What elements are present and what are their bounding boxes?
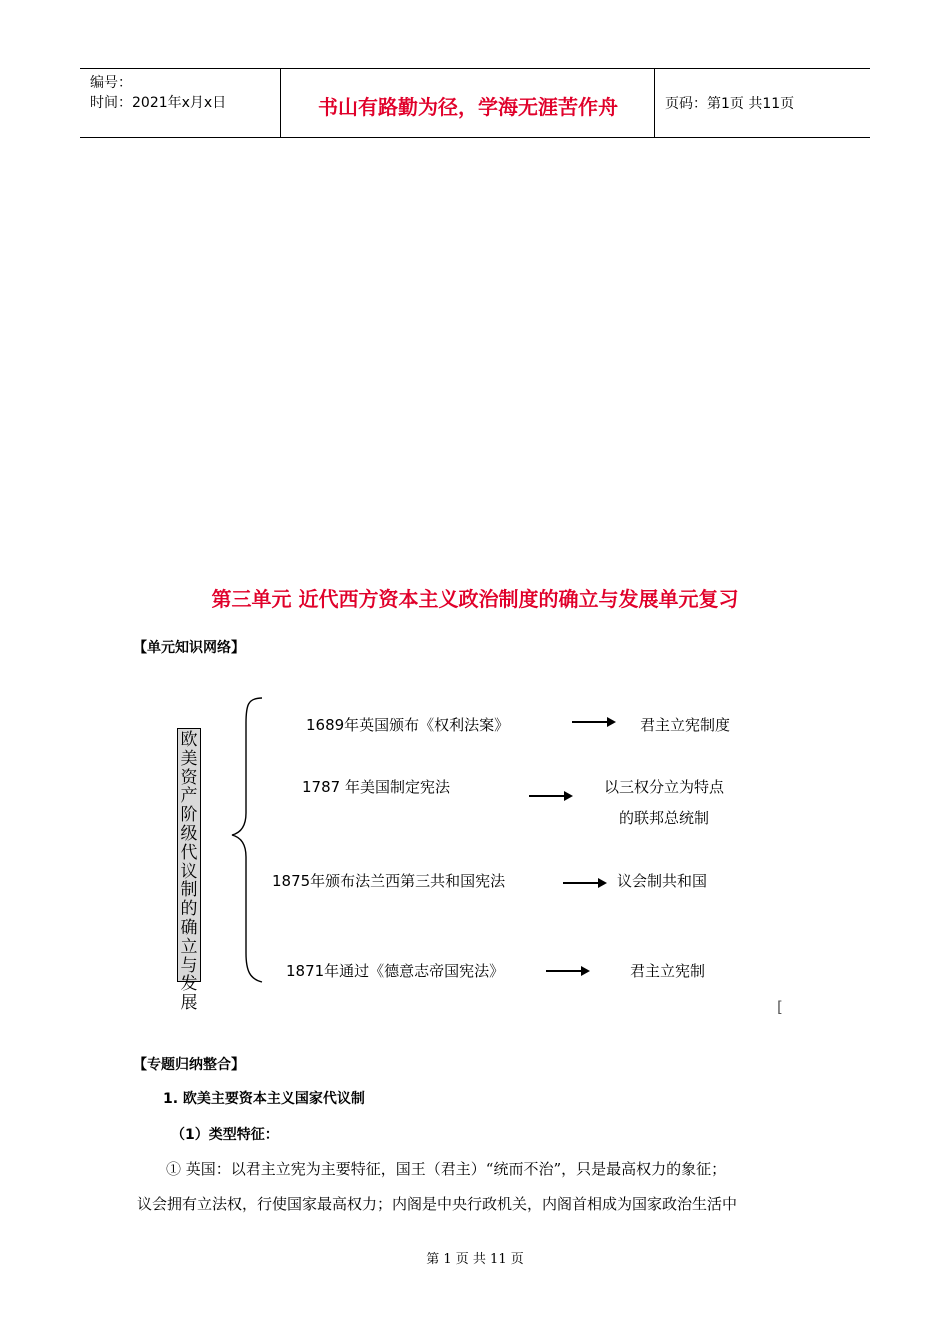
page-footer: 第 1 页 共 11 页 [426, 1252, 524, 1267]
section-heading-topics: 【专题归纳整合】 [133, 1057, 245, 1073]
header-table [80, 68, 870, 138]
number-label: 编号： [90, 75, 132, 91]
topic-subheading: （1）类型特征： [171, 1127, 279, 1143]
date-line: 时间：2021年x月x日 [90, 95, 227, 111]
diagram-event-2: 1787 年美国制定宪法 [302, 778, 450, 796]
diagram-event-1: 1689年英国颁布《权利法案》 [306, 716, 510, 734]
header-motto: 书山有路勤为径，学海无涯苦作舟 [318, 95, 618, 119]
header-left-cell [90, 73, 226, 113]
header-page-info: 页码：第1页 共11页 [665, 96, 795, 112]
topic-heading: 1. 欧美主要资本主义国家代议制 [163, 1091, 365, 1107]
diagram-result-4: 君主立宪制 [630, 962, 706, 980]
arrow [572, 717, 616, 727]
diagram-result-1: 君主立宪制度 [640, 716, 731, 734]
arrow [563, 878, 607, 888]
header-divider [280, 69, 281, 137]
paragraph-line-2: 议会拥有立法权，行使国家最高权力；内阁是中央行政机关，内阁首相成为国家政治生活中 [137, 1195, 738, 1213]
diagram-result-2 [604, 776, 724, 828]
header-divider [654, 69, 655, 137]
unit-title: 第三单元 近代西方资本主义政治制度的确立与发展单元复习 [211, 587, 739, 611]
stray-bracket: [ [777, 998, 783, 1016]
diagram-result-3: 议会制共和国 [617, 872, 708, 890]
diagram-event-4: 1871年通过《德意志帝国宪法》 [286, 962, 505, 980]
curly-brace [226, 695, 266, 985]
arrow [529, 791, 573, 801]
arrow [546, 966, 590, 976]
diagram-event-3: 1875年颁布法兰西第三共和国宪法 [272, 872, 506, 890]
diagram-vertical-label: 欧美资产阶级代议制的确立与发展 [177, 728, 201, 982]
diagram-result-2-line1: 以三权分立为特点 [604, 778, 725, 796]
paragraph-line-1: ① 英国：以君主立宪为主要特征，国王（君主）“统而不治”，只是最高权力的象征； [166, 1160, 727, 1178]
section-heading-network: 【单元知识网络】 [133, 640, 245, 656]
diagram-result-2-line2: 的联邦总统制 [619, 809, 710, 827]
